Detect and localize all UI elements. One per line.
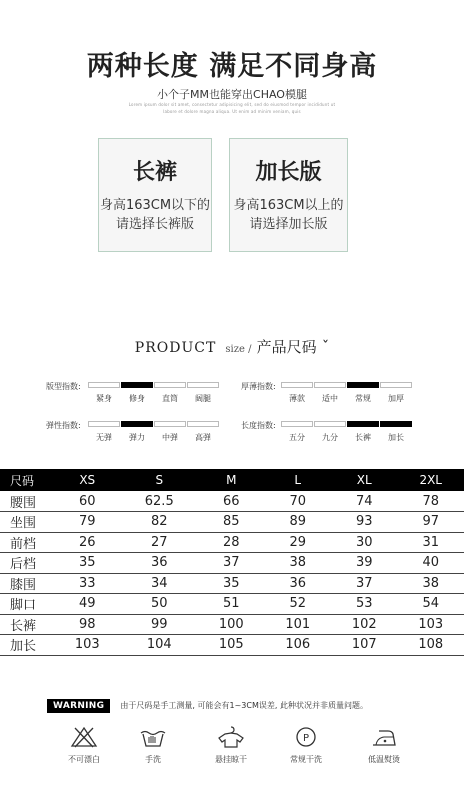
scale-segment: [154, 382, 186, 388]
version-card-title: 加长版: [255, 160, 322, 185]
headline: 两种长度 满足不同身高: [86, 51, 378, 82]
scale-segment: [281, 421, 313, 427]
table-cell: 103: [54, 635, 120, 656]
scale-option: 五分: [289, 433, 305, 442]
scale-option: 弹力: [129, 433, 145, 442]
table-row: [0, 614, 464, 635]
dry-clean-icon: [291, 725, 321, 749]
table-cell: 28: [198, 532, 264, 553]
measurement-name: 前档: [0, 532, 54, 553]
care-label: 悬挂晾干: [215, 755, 247, 764]
table-cell: 34: [120, 573, 198, 594]
care-label: 常规干洗: [290, 755, 322, 764]
care-item-dry-clean: [266, 725, 346, 765]
scale-option: 直筒: [162, 394, 178, 403]
measurement-name: 后档: [0, 553, 54, 574]
version-card-extended: [229, 138, 348, 252]
scale-option: 紧身: [96, 394, 112, 403]
scale-option: 常规: [355, 394, 371, 403]
scale-label: 弹性指数:: [46, 421, 81, 430]
scale-segment: [88, 382, 120, 388]
size-table-header: S: [120, 469, 198, 491]
scale-segment: [347, 382, 379, 388]
scale-segment: [121, 382, 153, 388]
table-cell: 60: [54, 491, 120, 512]
table-cell: 36: [265, 573, 331, 594]
scale-option: 修身: [129, 394, 145, 403]
scale-segment: [121, 421, 153, 427]
product-size-title: [0, 336, 464, 357]
scale-option: 薄款: [289, 394, 305, 403]
subheadline: 小个子MM也能穿出CHAO模腿: [157, 88, 307, 101]
table-cell: 36: [120, 553, 198, 574]
size-table-header: 2XL: [397, 469, 464, 491]
no-bleach-icon: [69, 725, 99, 749]
table-cell: 33: [54, 573, 120, 594]
version-card-desc: [99, 196, 211, 234]
product-title-size: size /: [225, 344, 252, 355]
care-item-hand-wash: [113, 725, 193, 765]
table-row: [0, 594, 464, 615]
scale-option: 加厚: [388, 394, 404, 403]
table-cell: 78: [397, 491, 464, 512]
table-cell: 101: [265, 614, 331, 635]
version-desc-line: 身高163CM以下的: [99, 198, 211, 213]
care-label: 手洗: [145, 755, 161, 764]
measurement-name: 加长: [0, 635, 54, 656]
table-row: [0, 512, 464, 533]
scale-label: 厚薄指数:: [241, 382, 276, 391]
scale-segment: [380, 421, 412, 427]
care-item-hang-dry: [191, 725, 271, 765]
scale-segment: [281, 382, 313, 388]
table-cell: 40: [397, 553, 464, 574]
table-cell: 30: [331, 532, 397, 553]
scale-segment: [347, 421, 379, 427]
table-cell: 104: [120, 635, 198, 656]
table-cell: 98: [54, 614, 120, 635]
scale-segment: [314, 421, 346, 427]
warning-badge: WARNING: [47, 699, 110, 713]
table-row: [0, 553, 464, 574]
size-table-header: 尺码: [0, 469, 54, 491]
table-cell: 31: [397, 532, 464, 553]
size-table-header-row: [0, 469, 464, 491]
table-cell: 37: [198, 553, 264, 574]
version-card-long-pants: [98, 138, 212, 252]
table-cell: 50: [120, 594, 198, 615]
version-desc-line: 请选择长裤版: [115, 217, 194, 232]
table-row: [0, 635, 464, 656]
lorem-text-1: Lorem ipsum dolor sit amet, consectetur adipisicing elit, sed do eiusmod tempor incididunt ut: [128, 102, 336, 107]
size-table-header: XS: [54, 469, 120, 491]
svg-text:P: P: [302, 733, 310, 744]
version-card-desc: [230, 196, 347, 234]
scale-option: 高弹: [195, 433, 211, 442]
scale-segment: [380, 382, 412, 388]
table-cell: 103: [397, 614, 464, 635]
table-cell: 35: [54, 553, 120, 574]
table-cell: 107: [331, 635, 397, 656]
scale-option: 中弹: [162, 433, 178, 442]
measurement-name: 脚口: [0, 594, 54, 615]
measurement-name: 坐围: [0, 512, 54, 533]
care-item-low-iron: [344, 725, 424, 765]
measurement-name: 长裤: [0, 614, 54, 635]
product-title-mark: ˇ: [321, 338, 330, 356]
table-cell: 29: [265, 532, 331, 553]
table-cell: 105: [198, 635, 264, 656]
table-row: [0, 491, 464, 512]
table-cell: 74: [331, 491, 397, 512]
product-title-en: PRODUCT: [134, 340, 217, 356]
table-cell: 49: [54, 594, 120, 615]
lorem-text-2: labore et dolore magna aliqua. Ut enim ad minim veniam, quis: [163, 109, 301, 114]
scale-option: 九分: [322, 433, 338, 442]
table-cell: 79: [54, 512, 120, 533]
table-cell: 37: [331, 573, 397, 594]
scale-segment: [187, 421, 219, 427]
hang-dry-icon: [216, 725, 246, 749]
scale-label: 版型指数:: [46, 382, 81, 391]
table-cell: 99: [120, 614, 198, 635]
care-item-no-bleach: [44, 725, 124, 765]
scale-option: 阔腿: [195, 394, 211, 403]
low-iron-icon: [369, 725, 399, 749]
table-cell: 27: [120, 532, 198, 553]
table-cell: 54: [397, 594, 464, 615]
table-row: [0, 573, 464, 594]
scale-option: 长裤: [355, 433, 371, 442]
size-table-header: L: [265, 469, 331, 491]
table-cell: 106: [265, 635, 331, 656]
scale-segment: [314, 382, 346, 388]
version-card-title: 长裤: [132, 160, 177, 185]
table-cell: 38: [265, 553, 331, 574]
measurement-name: 腰围: [0, 491, 54, 512]
table-cell: 51: [198, 594, 264, 615]
care-label: 不可漂白: [68, 755, 100, 764]
table-cell: 62.5: [120, 491, 198, 512]
table-cell: 97: [397, 512, 464, 533]
scale-segment: [187, 382, 219, 388]
table-cell: 93: [331, 512, 397, 533]
warning-note: [47, 695, 368, 714]
table-cell: 82: [120, 512, 198, 533]
scale-segment: [154, 421, 186, 427]
scale-option: 加长: [388, 433, 404, 442]
scale-option: 适中: [322, 394, 338, 403]
product-title-cn: 产品尺码: [256, 338, 317, 356]
version-desc-line: 身高163CM以上的: [233, 198, 344, 213]
scale-option: 无弹: [96, 433, 112, 442]
table-row: [0, 532, 464, 553]
table-cell: 85: [198, 512, 264, 533]
measurement-name: 膝围: [0, 573, 54, 594]
scale-label: 长度指数:: [241, 421, 276, 430]
table-cell: 89: [265, 512, 331, 533]
table-cell: 108: [397, 635, 464, 656]
table-cell: 100: [198, 614, 264, 635]
table-cell: 35: [198, 573, 264, 594]
size-table-header: M: [198, 469, 264, 491]
table-cell: 53: [331, 594, 397, 615]
hand-wash-icon: [138, 725, 168, 749]
table-cell: 39: [331, 553, 397, 574]
version-desc-line: 请选择加长版: [249, 217, 328, 232]
table-cell: 102: [331, 614, 397, 635]
table-cell: 38: [397, 573, 464, 594]
care-label: 低温熨烫: [368, 755, 400, 764]
table-cell: 26: [54, 532, 120, 553]
warning-text: 由于尺码是手工测量, 可能会有1~3CM误差, 此种状况并非质量问题。: [120, 701, 368, 710]
size-table: [0, 469, 464, 656]
size-table-header: XL: [331, 469, 397, 491]
scale-segment: [88, 421, 120, 427]
table-cell: 66: [198, 491, 264, 512]
table-cell: 70: [265, 491, 331, 512]
table-cell: 52: [265, 594, 331, 615]
